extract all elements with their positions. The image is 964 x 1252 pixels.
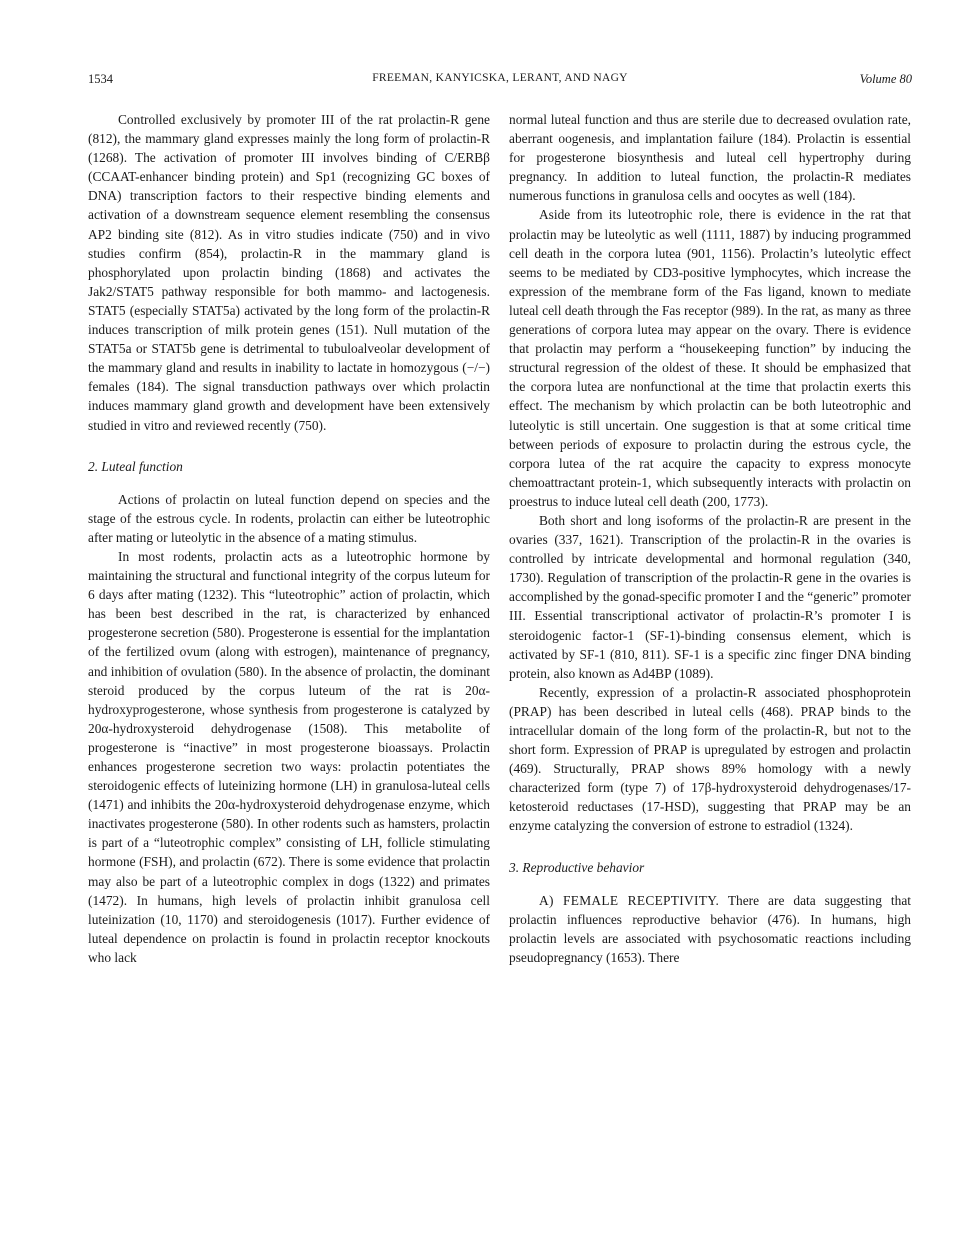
paragraph-female-receptivity — [509, 891, 911, 967]
paragraph-luteotrophic-rodents: In most rodents, prolactin acts as a luteotrophic hormone by maintaining the structural and functional integrity of the corpus luteum for 6 days after mating (1232). This “luteotrophic” action of prolactin, which has been best described in the rat, is characterized by enhanced progesterone secretion (580). Progesterone is essential for the implantation of the fertilized ovum (along with estrogen), maintenance of pregnancy, and inhibition of ovulation (580). In the absence of prolactin, the dominant steroid produced by the corpus luteum of the rat is 20α-hydroxyprogesterone, whose synthesis from progesterone is catalyzed by 20α-hydroxysteroid dehydrogenase (1508). This metabolite of progesterone is “inactive” in most progesterone bioassays. Prolactin enhances progesterone secretion two ways: prolactin potentiates the steroidogenic effects of luteinizing hormone (LH) in granulosa-luteal cells (1471) and inhibits the 20α-hydroxysteroid dehydrogenase enzyme, which inactivates progesterone (580). In other rodents such as hamsters, prolactin is part of a “luteotrophic complex” consisting of LH, follicle stimulating hormone (FSH), and prolactin (672). There is some evidence that prolactin may also be part of a luteotrophic complex in dogs (1322) and primates (1472). In humans, high levels of prolactin inhibit granulosa cell luteinization (10, 1170) and steroidogenesis (1017). Further evidence of luteal dependence on prolactin is found in prolactin receptor knockouts who lack — [88, 548, 490, 965]
paragraph-luteolytic-role: Aside from its luteotrophic role, there is evidence in the rat that prolactin may be luteolytic as well (1111, 1887) by inducing programmed cell death in the corpora lutea (901, 1156). Prolactin’s luteolytic effect seems to be mediated by CD3-positive lymphocytes, which increase the expression of the membrane form of the Fas ligand, known to mediate luteal cell death through the Fas receptor (989). In the rat, as many as three generations of corpora lutea may appear on the ovary. There is evidence that prolactin may perform a “housekeeping function” by inducing the structural regression of the oldest of these. It should be emphasized that the corpora lutea are nonfunctional at the time that prolactin exerts this effect. The mechanism by which prolactin can be both luteotrophic and luteolytic is still uncertain. One suggestion is that at some critical time between periods of exposure to prolactin during the estrous cycle, the corpora lutea of the rat acquire the capacity to express monocyte chemoattractant protein-1, which subsequently interacts with prolactin on proestrus to induce luteal cell death (200, 1773). — [509, 207, 911, 509]
paragraph-text: There are data suggesting that prolactin influences reproductive behavior (476). In humans, high prolactin levels are associated with psychosomatic reactions including pseudopregnancy (1653). There — [509, 892, 911, 965]
right-column — [509, 110, 911, 967]
subsection-label: A) FEMALE RECEPTIVITY. — [539, 892, 720, 908]
paragraph-continued: normal luteal function and thus are sterile due to decreased ovulation rate, aberrant oogenesis, and implantation failure (184). Prolactin is essential for progesterone biosynthesis and luteal cell hypertrophy during pregnancy. In addition to luteal function, the prolactin-R mediates numerous functions in granulosa cells and oocytes as well (184). — [509, 112, 911, 204]
section-heading-reproductive-behavior: 3. Reproductive behavior — [509, 859, 645, 875]
paragraph-mammary-gland: Controlled exclusively by promoter III of the rat prolactin-R gene (812), the mammary gland expresses mainly the long form of prolactin-R (1268). The activation of promoter III involves binding of C/ERBβ (CCAAT-enhancer binding protein) and Sp1 (recognizing GC boxes of DNA) transcription factors to their respective binding elements and activation of a downstream sequence element resembling the consensus AP2 binding site (812). As in vitro studies indicate (750) and in vivo studies confirm (854), prolactin-R in the mammary gland is phosphorylated upon prolactin binding (1868) and activates the Jak2/STAT5 pathway responsible for both mammo- and lactogenesis. STAT5 (especially STAT5a) activated by the long form of the prolactin-R induces transcription of milk protein genes (151). Null mutation of the STAT5a or STAT5b gene is detrimental to tubuloalveolar development of the mammary gland and results in inability to lactate in homozygous (−/−) females (184). The signal transduction pathways over which prolactin induces mammary gland growth and development have been extensively studied in vitro and reviewed recently (750). — [88, 112, 490, 433]
left-column — [88, 110, 490, 967]
running-authors: FREEMAN, KANYICSKA, LERANT, AND NAGY — [372, 72, 628, 84]
running-header — [88, 72, 912, 92]
paragraph-luteal-intro: Actions of prolactin on luteal function depend on species and the stage of the estrous cycle. In rodents, prolactin can either be luteotrophic after mating or luteolytic in the absence of a mating stimulus. — [88, 491, 490, 545]
section-heading-luteal-function: 2. Luteal function — [88, 458, 183, 474]
page-number: 1534 — [88, 72, 113, 86]
paragraph-isoforms: Both short and long isoforms of the prolactin-R are present in the ovaries (337, 1621). Transcription of the prolactin-R in the ovaries is controlled by intricate developmental and hormonal regulation (340, 1730). Regulation of transcription of the prolactin-R gene in the ovaries is accomplished by the gonad-specific promoter I and the “generic” promoter III. Essential transcriptional activator of prolactin-R’s promoter I is steroidogenic factor-1 (SF-1)-binding consensus element, which is activated by SF-1 (810, 811). SF-1 is a specific zinc finger DNA binding protein, also known as Ad4BP (1089). — [509, 512, 911, 681]
paragraph-prap: Recently, expression of a prolactin-R associated phosphoprotein (PRAP) has been described in luteal cells (468). PRAP binds to the intracellular domain of the long form of the prolactin-R, but not to the short form. Expression of PRAP is upregulated by estrogen and prolactin (469). Structurally, PRAP shows 89% homology with a newly characterized form (type 7) of 17β-hydroxysteroid dehydrogenases/17-ketosteroid reductases (17-HSD), suggesting that PRAP may be an enzyme catalyzing the conversion of estrone to estradiol (1324). — [509, 684, 911, 834]
volume-label: Volume 80 — [859, 72, 912, 86]
